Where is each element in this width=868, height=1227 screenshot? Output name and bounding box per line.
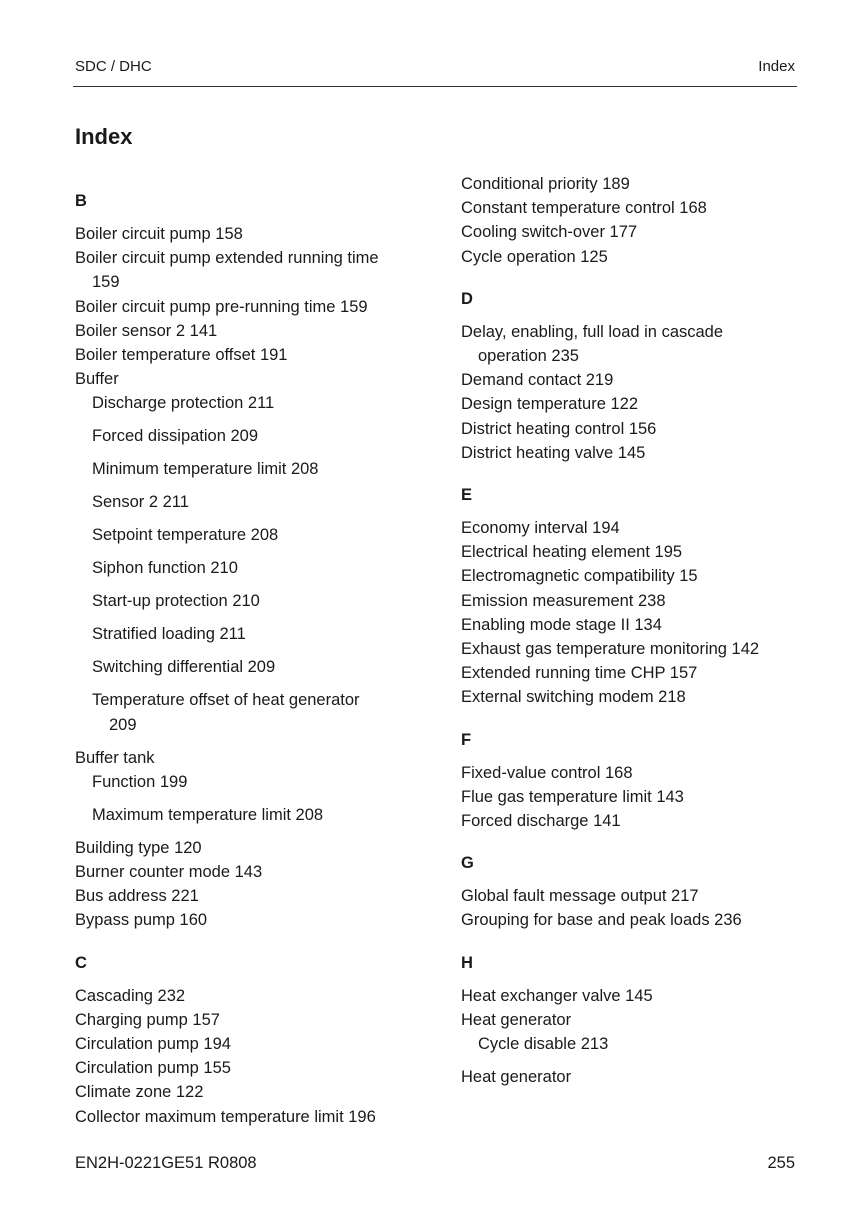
index-group-g xyxy=(461,851,801,932)
index-subentry: Switching differential 209 xyxy=(92,658,276,677)
index-entry: Collector maximum temperature limit 196 xyxy=(75,1107,376,1126)
index-subentry: Sensor 2 211 xyxy=(92,493,189,512)
index-entry: Building type 120 xyxy=(75,838,202,857)
index-subentry: Start-up protection 210 xyxy=(92,592,260,611)
index-entry: Fixed-value control 168 xyxy=(461,763,633,782)
index-subentry: Minimum temperature limit 208 xyxy=(92,460,319,479)
index-letter: E xyxy=(461,486,473,505)
index-group-h xyxy=(461,951,801,1090)
index-entry: Boiler sensor 2 141 xyxy=(75,321,218,340)
index-entry: Cascading 232 xyxy=(75,986,186,1005)
index-subentry: Maximum temperature limit 208 xyxy=(92,805,324,824)
index-entry: Heat generator xyxy=(461,1010,572,1029)
index-letter: H xyxy=(461,953,473,972)
header-document-id: SDC / DHC xyxy=(75,58,152,75)
index-entry xyxy=(461,320,801,368)
index-entry: Flue gas temperature limit 143 xyxy=(461,787,684,806)
index-entry: Boiler temperature offset 191 xyxy=(75,346,288,365)
index-entry: Circulation pump 194 xyxy=(75,1035,231,1054)
index-subentry: Setpoint temperature 208 xyxy=(92,526,279,545)
index-subentry: Stratified loading 211 xyxy=(92,625,246,644)
index-entry: Heat exchanger valve 145 xyxy=(461,986,653,1005)
index-subentry-page: 209 xyxy=(109,715,137,734)
index-subentry: Siphon function 210 xyxy=(92,559,238,578)
index-letter: G xyxy=(461,854,474,873)
page-title: Index xyxy=(75,124,133,149)
index-entry: Grouping for base and peak loads 236 xyxy=(461,911,742,930)
index-entry: Climate zone 122 xyxy=(75,1083,204,1102)
index-letter: C xyxy=(75,953,87,972)
header-section: Index xyxy=(758,58,795,75)
index-subentry: Discharge protection 211 xyxy=(92,394,275,413)
index-entry: Demand contact 219 xyxy=(461,371,614,390)
index-entry: Bypass pump 160 xyxy=(75,911,208,930)
index-entry-text: Boiler circuit pump extended running time xyxy=(75,249,379,268)
index-entry: Exhaust gas temperature monitoring 142 xyxy=(461,640,760,659)
index-entry: Conditional priority 189 xyxy=(461,175,630,193)
index-subentry-text: Temperature offset of heat generator xyxy=(92,691,360,710)
index-entry: Electromagnetic compatibility 15 xyxy=(461,567,698,586)
index-entry: Enabling mode stage II 134 xyxy=(461,615,662,634)
index-entry-text: Delay, enabling, full load in cascade xyxy=(461,322,724,341)
index-entry: Bus address 221 xyxy=(75,887,199,906)
index-entry: Cooling switch-over 177 xyxy=(461,223,638,242)
index-entry: Cycle operation 125 xyxy=(461,247,608,266)
index-group-c-continued xyxy=(461,172,801,269)
index-column-left xyxy=(75,189,425,1147)
index-entry: External switching modem 218 xyxy=(461,688,686,707)
index-entry: Buffer tank xyxy=(75,748,155,767)
index-subentry xyxy=(75,688,425,736)
index-group-b xyxy=(75,189,425,933)
index-entry xyxy=(75,246,425,294)
index-entry: Economy interval 194 xyxy=(461,519,620,538)
index-subentry: Forced dissipation 209 xyxy=(92,427,259,446)
index-entry: Boiler circuit pump pre-running time 159 xyxy=(75,297,368,316)
index-entry: Forced discharge 141 xyxy=(461,812,621,831)
index-entry: Design temperature 122 xyxy=(461,395,639,414)
index-entry: Charging pump 157 xyxy=(75,1010,220,1029)
index-entry: Electrical heating element 195 xyxy=(461,543,683,562)
index-group-e xyxy=(461,483,801,710)
index-entry: Extended running time CHP 157 xyxy=(461,664,698,683)
index-entry: Circulation pump 155 xyxy=(75,1059,231,1078)
index-entry: Buffer xyxy=(75,370,119,389)
index-entry: District heating control 156 xyxy=(461,419,657,438)
index-entry: Emission measurement 238 xyxy=(461,591,666,610)
index-entry: Global fault message output 217 xyxy=(461,887,699,906)
page-number: 255 xyxy=(767,1154,795,1172)
index-group-f xyxy=(461,728,801,834)
index-entry: Boiler circuit pump 158 xyxy=(75,225,243,243)
index-entry: District heating valve 145 xyxy=(461,443,646,462)
index-subentry: Cycle disable 213 xyxy=(478,1035,609,1054)
index-letter: B xyxy=(75,192,87,210)
index-entry-page: operation 235 xyxy=(478,347,579,366)
index-column-right xyxy=(461,172,801,1107)
index-group-d xyxy=(461,287,801,465)
index-entry: Burner counter mode 143 xyxy=(75,863,263,882)
index-entry-page: 159 xyxy=(92,273,120,292)
index-letter: F xyxy=(461,730,472,749)
index-group-c xyxy=(75,951,425,1129)
header-rule xyxy=(73,86,797,87)
footer-document-code: EN2H-0221GE51 R0808 xyxy=(75,1154,257,1172)
index-letter: D xyxy=(461,289,473,308)
index-entry: Heat generator xyxy=(461,1068,572,1087)
index-subentry: Function 199 xyxy=(92,772,188,791)
index-entry: Constant temperature control 168 xyxy=(461,199,707,218)
